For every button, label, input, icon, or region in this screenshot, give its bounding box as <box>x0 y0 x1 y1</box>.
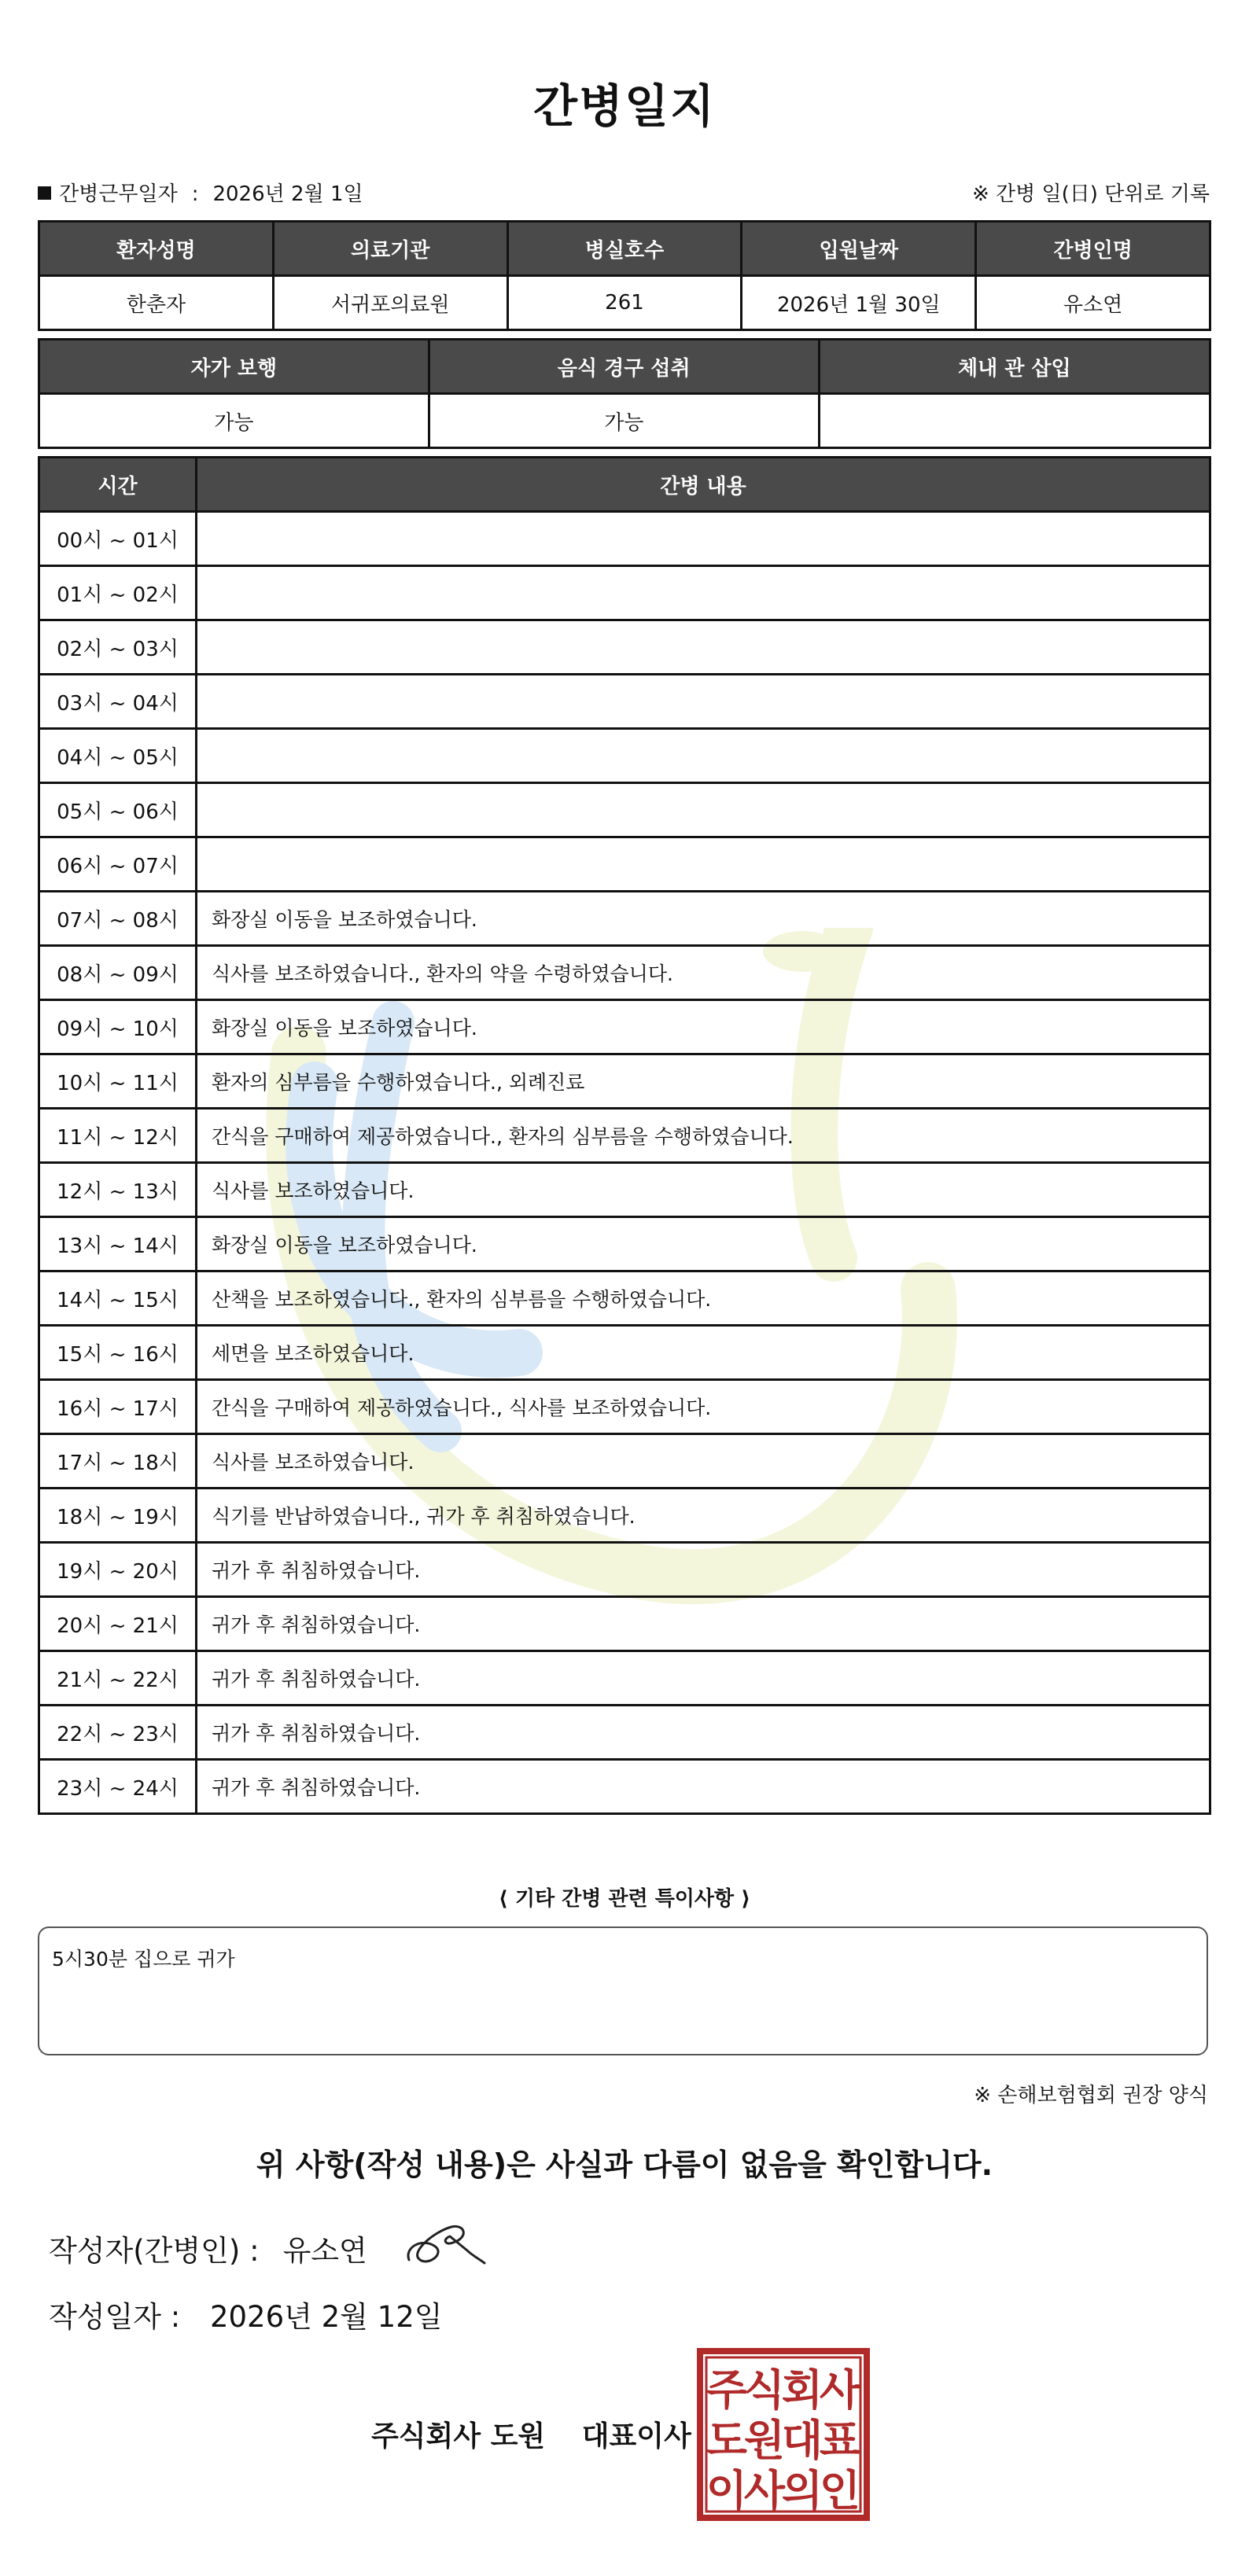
hospital-name: 서귀포의료원 <box>273 276 507 330</box>
oral-intake-value: 가능 <box>429 394 819 448</box>
time-cell: 10시 ~ 11시 <box>39 1054 197 1109</box>
time-cell: 13시 ~ 14시 <box>39 1217 197 1271</box>
company-name: 주식회사 도원 <box>371 2420 546 2453</box>
status-header-row <box>39 340 1210 394</box>
time-cell: 19시 ~ 20시 <box>39 1543 197 1597</box>
content-cell: 귀가 후 취침하였습니다. <box>197 1651 1210 1706</box>
content-cell: 간식을 구매하여 제공하였습니다., 식사를 보조하였습니다. <box>197 1380 1210 1434</box>
seal-character: 사 <box>819 2365 861 2415</box>
seal-character: 의 <box>781 2466 823 2515</box>
time-cell: 05시 ~ 06시 <box>39 783 197 837</box>
time-cell: 14시 ~ 15시 <box>39 1271 197 1326</box>
seal-character: 도 <box>706 2416 748 2465</box>
special-notes-box: 5시30분 집으로 귀가 <box>38 1926 1208 2055</box>
content-cell: 환자의 심부름을 수행하였습니다., 외례진료 <box>197 1054 1210 1109</box>
table-row <box>39 1271 1210 1326</box>
admission-date-header: 입원날짜 <box>742 222 976 276</box>
table-row <box>39 1597 1210 1651</box>
time-cell: 00시 ~ 01시 <box>39 512 197 566</box>
table-row <box>39 783 1210 837</box>
seal-character: 사 <box>743 2466 786 2515</box>
seal-character: 표 <box>819 2416 861 2465</box>
status-value-row <box>39 394 1210 448</box>
table-row <box>39 512 1210 566</box>
content-cell: 귀가 후 취침하였습니다. <box>197 1543 1210 1597</box>
patient-info-table <box>38 220 1211 331</box>
table-row <box>39 1380 1210 1434</box>
time-cell: 07시 ~ 08시 <box>39 892 197 946</box>
table-row <box>39 1217 1210 1271</box>
content-cell: 화장실 이동을 보조하였습니다. <box>197 1217 1210 1271</box>
seal-character: 인 <box>819 2466 861 2515</box>
table-row <box>39 675 1210 729</box>
patient-header-row <box>39 222 1210 276</box>
time-cell: 06시 ~ 07시 <box>39 837 197 892</box>
writer-name: 유소연 <box>282 2234 367 2268</box>
content-cell: 산책을 보조하였습니다., 환자의 심부름을 수행하였습니다. <box>197 1271 1210 1326</box>
time-cell: 20시 ~ 21시 <box>39 1597 197 1651</box>
time-cell: 01시 ~ 02시 <box>39 566 197 620</box>
content-cell <box>197 566 1210 620</box>
care-content-header: 간병 내용 <box>197 458 1210 512</box>
table-row <box>39 946 1210 1000</box>
caregiver-name: 유소연 <box>976 276 1210 330</box>
table-row <box>39 1163 1210 1217</box>
record-unit-note: ※ 간병 일(日) 단위로 기록 <box>971 182 1210 206</box>
work-date-info <box>38 178 363 207</box>
work-date-label: 간병근무일자 <box>59 182 178 206</box>
content-cell: 세면을 보조하였습니다. <box>197 1326 1210 1380</box>
content-cell: 식기를 반납하였습니다., 귀가 후 취침하였습니다. <box>197 1489 1210 1543</box>
seal-character: 식 <box>743 2365 786 2415</box>
writer-label: 작성자(간병인) : <box>49 2234 260 2268</box>
tube-insertion-value <box>819 394 1210 448</box>
special-notes-title: ⟨ 기타 간병 관련 특이사항 ⟩ <box>498 1887 751 1911</box>
time-cell: 18시 ~ 19시 <box>39 1489 197 1543</box>
content-cell <box>197 783 1210 837</box>
schedule-header-row <box>39 458 1210 512</box>
hospital-header: 의료기관 <box>273 222 507 276</box>
content-cell: 식사를 보조하였습니다. <box>197 1434 1210 1489</box>
time-cell: 16시 ~ 17시 <box>39 1380 197 1434</box>
table-row <box>39 1000 1210 1054</box>
content-cell <box>197 675 1210 729</box>
square-bullet-icon <box>38 186 51 200</box>
table-row <box>39 1651 1210 1706</box>
content-cell <box>197 837 1210 892</box>
content-cell: 식사를 보조하였습니다., 환자의 약을 수령하였습니다. <box>197 946 1210 1000</box>
content-cell: 귀가 후 취침하였습니다. <box>197 1706 1210 1760</box>
time-cell: 22시 ~ 23시 <box>39 1706 197 1760</box>
table-row <box>39 1706 1210 1760</box>
confirmation-statement: 위 사항(작성 내용)은 사실과 다름이 없음을 확인합니다. <box>256 2147 993 2182</box>
work-date-value: 2026년 2월 1일 <box>212 182 363 206</box>
seal-character: 회 <box>781 2365 823 2415</box>
caregiver-name-header: 간병인명 <box>976 222 1210 276</box>
table-row <box>39 1760 1210 1814</box>
table-row <box>39 729 1210 783</box>
patient-name-header: 환자성명 <box>39 222 274 276</box>
page-title: 간병일지 <box>532 79 717 133</box>
time-cell: 21시 ~ 22시 <box>39 1651 197 1706</box>
content-cell: 귀가 후 취침하였습니다. <box>197 1760 1210 1814</box>
time-cell: 09시 ~ 10시 <box>39 1000 197 1054</box>
time-cell: 02시 ~ 03시 <box>39 620 197 675</box>
write-date-label: 작성일자 : <box>49 2300 181 2334</box>
company-representative: 대표이사 <box>581 2420 691 2453</box>
seal-character: 이 <box>706 2466 748 2515</box>
time-header: 시간 <box>39 458 197 512</box>
table-row <box>39 1543 1210 1597</box>
content-cell: 화장실 이동을 보조하였습니다. <box>197 892 1210 946</box>
content-cell <box>197 729 1210 783</box>
info-line <box>38 176 1210 208</box>
time-cell: 12시 ~ 13시 <box>39 1163 197 1217</box>
write-date-line <box>49 2293 443 2335</box>
time-cell: 15시 ~ 16시 <box>39 1326 197 1380</box>
separator: : <box>191 182 199 206</box>
self-walking-value: 가능 <box>39 394 429 448</box>
company-line <box>371 2414 691 2454</box>
seal-character: 대 <box>781 2416 823 2465</box>
content-cell: 식사를 보조하였습니다. <box>197 1163 1210 1217</box>
table-row <box>39 1109 1210 1163</box>
table-row <box>39 1326 1210 1380</box>
seal-character: 주 <box>706 2365 748 2415</box>
table-row <box>39 620 1210 675</box>
table-row <box>39 1054 1210 1109</box>
signature-mark <box>403 2216 489 2271</box>
content-cell: 화장실 이동을 보조하였습니다. <box>197 1000 1210 1054</box>
time-cell: 11시 ~ 12시 <box>39 1109 197 1163</box>
seal-character: 원 <box>743 2416 786 2465</box>
patient-name: 한춘자 <box>39 276 274 330</box>
time-cell: 03시 ~ 04시 <box>39 675 197 729</box>
writer-line <box>49 2227 367 2269</box>
oral-intake-header: 음식 경구 섭취 <box>429 340 819 394</box>
patient-value-row <box>39 276 1210 330</box>
table-row <box>39 1434 1210 1489</box>
table-row <box>39 837 1210 892</box>
room-number: 261 <box>507 276 742 330</box>
room-header: 병실호수 <box>507 222 742 276</box>
self-walking-header: 자가 보행 <box>39 340 429 394</box>
admission-date: 2026년 1월 30일 <box>742 276 976 330</box>
table-row <box>39 892 1210 946</box>
write-date-value: 2026년 2월 12일 <box>209 2300 443 2334</box>
content-cell: 간식을 구매하여 제공하였습니다., 환자의 심부름을 수행하였습니다. <box>197 1109 1210 1163</box>
time-cell: 04시 ~ 05시 <box>39 729 197 783</box>
table-row <box>39 566 1210 620</box>
table-row <box>39 1489 1210 1543</box>
tube-insertion-header: 체내 관 삽입 <box>819 340 1210 394</box>
content-cell: 귀가 후 취침하였습니다. <box>197 1597 1210 1651</box>
time-cell: 23시 ~ 24시 <box>39 1760 197 1814</box>
content-cell <box>197 512 1210 566</box>
time-cell: 08시 ~ 09시 <box>39 946 197 1000</box>
care-schedule-table <box>38 456 1211 1815</box>
patient-status-table <box>38 338 1211 449</box>
company-seal-stamp <box>695 2346 871 2523</box>
content-cell <box>197 620 1210 675</box>
time-cell: 17시 ~ 18시 <box>39 1434 197 1489</box>
form-source-note: ※ 손해보험협회 권장 양식 <box>974 2084 1208 2107</box>
